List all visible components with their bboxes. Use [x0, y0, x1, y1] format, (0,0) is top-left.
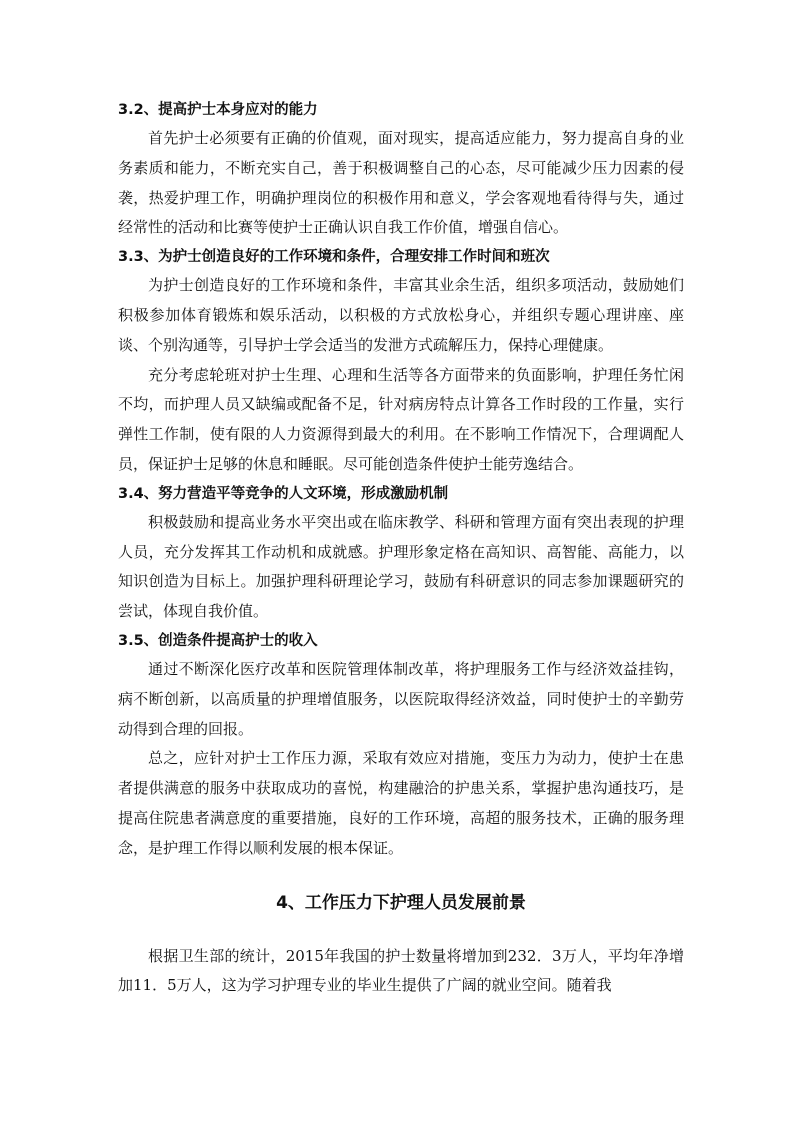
section-heading-3-5: 3.5、创造条件提高护士的收入	[118, 632, 318, 649]
paragraph: 通过不断深化医疗改革和医院管理体制改革，将护理服务工作与经济效益挂钩，病不断创新，以高质量的护理增值服务，以医院取得经济效益，同时使护士的辛勤劳动得到合理的回报。	[118, 659, 684, 738]
document-body	[118, 96, 684, 1001]
chapter-heading-4: 4、工作压力下护理人员发展前景	[276, 892, 526, 913]
paragraph: 积极鼓励和提高业务水平突出或在临床教学、科研和管理方面有突出表现的护理人员，充分发挥其工作动机和成就感。护理形象定格在高知识、高智能、高能力，以知识创造为目标上。加强护理科研理论学习，鼓励有科研意识的同志参加课题研究的尝试，体现自我价值。	[118, 512, 684, 621]
paragraph: 首先护士必须要有正确的价值观，面对现实，提高适应能力，努力提高自身的业务素质和能力，不断充实自己，善于积极调整自己的心态，尽可能减少压力因素的侵袭，热爱护理工作，明确护理岗位的积极作用和意义，学会客观地看待得与失，通过经常性的活动和比赛等使护士正确认识自我工作价值，增强自信心。	[118, 129, 684, 237]
paragraph: 为护士创造良好的工作环境和条件，丰富其业余生活，组织多项活动，鼓励她们积极参加体育锻炼和娱乐活动，以积极的方式放松身心，并组织专题心理讲座、座谈、个别沟通等，引导护士学会适当的发泄方式疏解压力，保持心理健康。	[118, 276, 684, 354]
paragraph: 根据卫生部的统计，2015年我国的护士数量将增加到232．3万人，平均年净增加11．5万人，这为学习护理专业的毕业生提供了广阔的就业空间。随着我	[118, 946, 684, 995]
section-heading-3-2: 3.2、提高护士本身应对的能力	[118, 102, 318, 118]
section-heading-3-4: 3.4、努力营造平等竞争的人文环境，形成激励机制	[118, 485, 449, 502]
paragraph: 总之，应针对护士工作压力源，采取有效应对措施，变压力为动力，使护士在患者提供满意的服务中获取成功的喜悦，构建融洽的护患关系，掌握护患沟通技巧，是提高住院患者满意度的重要措施，良好的工作环境，高超的服务技术，正确的服务理念，是护理工作得以顺利发展的根本保证。	[118, 749, 684, 857]
paragraph: 充分考虑轮班对护士生理、心理和生活等各方面带来的负面影响，护理任务忙闲不均，而护理人员又缺编或配备不足，针对病房特点计算各工作时段的工作量，实行弹性工作制，使有限的人力资源得到最大的利用。在不影响工作情况下，合理调配人员，保证护士足够的休息和睡眠。尽可能创造条件使护士能劳逸结合。	[118, 365, 684, 473]
section-heading-3-3: 3.3、为护士创造良好的工作环境和条件，合理安排工作时间和班次	[118, 249, 550, 266]
